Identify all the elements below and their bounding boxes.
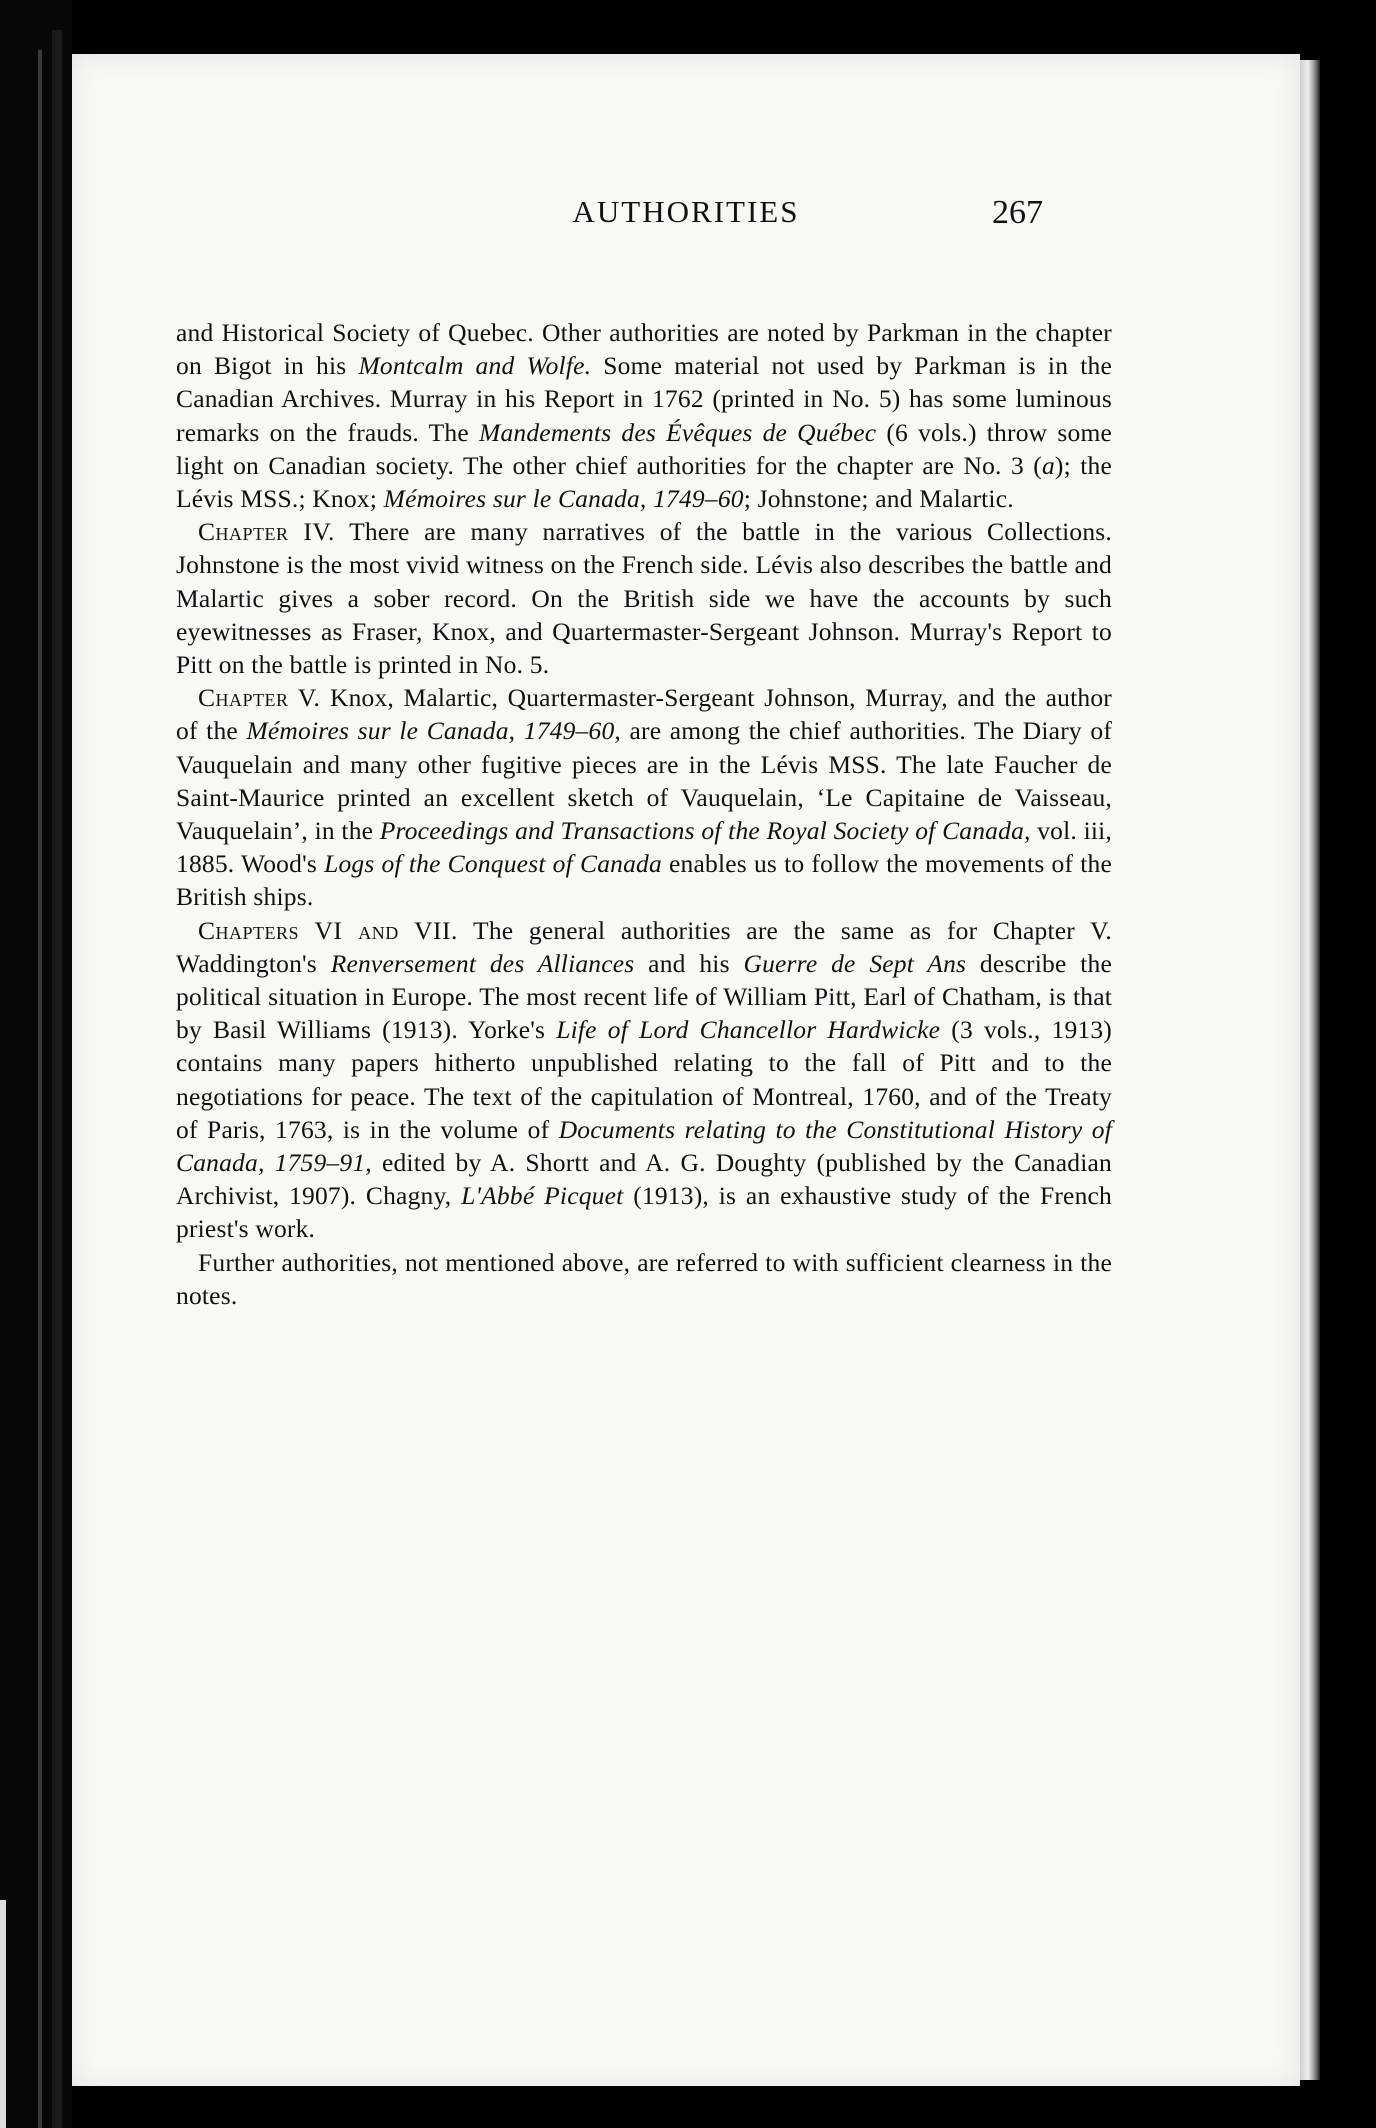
paragraph	[176, 914, 1112, 1246]
text-run: are among the chief authorities. The Diary of Vauquelain and many other fugitive pieces are in the Lévis MSS. The late Faucher de Saint-Maurice printed an excellent sketch of Vauquelain, ‘Le Capitaine de Vaisseau, Vauquelain’, in the	[176, 716, 1113, 846]
paragraph	[176, 316, 1112, 515]
book-page	[72, 54, 1300, 2086]
italic-title: Life of Lord Chancellor Hardwicke	[556, 1015, 941, 1045]
paragraph	[176, 1246, 1112, 1312]
paragraph	[176, 681, 1112, 913]
text-run: edited by A. Shortt and A. G. Doughty (published by the Canadian Archivist, 1907). Chagny,	[176, 1148, 1112, 1211]
text-run: (6 vols.) throw some light on Canadian society. The other chief authorities for the chapter are No. 3 (	[176, 417, 1112, 480]
italic-title: Guerre de Sept Ans	[743, 948, 967, 978]
scan-border-right	[1320, 40, 1376, 2128]
page-number: 267	[992, 194, 1043, 231]
text-run: (3 vols., 1913) contains many papers hitherto unpublished relating to the fall of Pitt and to the negotiations for peace. The text of the capitulation of Montreal, 1760, and of the Treaty of Paris, 1763, is in the volume of	[176, 1015, 1112, 1144]
text-run: Knox, Malartic, Quartermaster-Sergeant Johnson, Murray, and the author of the	[176, 683, 1112, 746]
binding-edge	[38, 50, 42, 2128]
text-run: (1913), is an exhaustive study of the French priest's work.	[176, 1181, 1112, 1244]
italic-title: Proceedings and Transactions of the Royal Society of Canada,	[379, 816, 1031, 846]
page-edge-right	[1300, 60, 1320, 2080]
text-run: and his	[634, 948, 744, 978]
left-gutter	[0, 0, 72, 2128]
binding-shadow	[52, 30, 62, 2128]
italic-title: Mandements des Évêques de Québec	[479, 417, 877, 447]
chapter-heading: Chapter IV.	[198, 517, 335, 547]
text-run: ); the Lévis MSS.; Knox;	[176, 450, 1112, 514]
chapter-heading: Chapters VI and VII.	[198, 915, 458, 945]
running-head: AUTHORITIES	[572, 194, 800, 229]
italic-title: Documents relating to the Constitutional History of Canada, 1759–91,	[176, 1114, 1112, 1178]
text-run: Some material not used by Parkman is in the Canadian Archives. Murray in his Report in 1762 (printed in No. 5) has some luminous remarks on the frauds. The	[176, 351, 1112, 447]
text-run: There are many narratives of the battle in the various Collections. Johnstone is the most vivid witness on the French side. Lévis also describes the battle and Malartic gives a sober record. On the British side we have the accounts by such eyewitnesses as Fraser, Knox, and Quartermaster-Sergeant Johnson. Murray's Report to Pitt on the battle is printed in No. 5.	[176, 517, 1112, 680]
italic-title: Renversement des Alliances	[330, 948, 635, 978]
italic-title: Logs of the Conquest of Canada	[324, 849, 662, 879]
italic-title: Montcalm and Wolfe.	[358, 351, 592, 381]
body-text	[176, 316, 1112, 1312]
italic-title: Mémoires sur le Canada, 1749–60,	[246, 716, 621, 746]
italic-title: a	[1041, 450, 1055, 480]
paragraph	[176, 515, 1112, 681]
chapter-heading: Chapter V.	[198, 683, 321, 713]
page-header	[72, 194, 1300, 254]
text-run: The general authorities are the same as for Chapter V. Waddington's	[176, 915, 1112, 978]
text-run: vol. iii, 1885. Wood's	[176, 816, 1113, 879]
facing-page-edge	[0, 1900, 6, 2128]
text-run: describe the political situation in Europe. The most recent life of William Pitt, Earl of Chatham, is that by Basil Williams (1913). Yorke's	[176, 948, 1112, 1045]
text-run: enables us to follow the movements of the British ships.	[176, 849, 1112, 912]
text-run: Further authorities, not mentioned above, are referred to with sufficient clearness in the notes.	[176, 1247, 1112, 1310]
text-run: and Historical Society of Quebec. Other authorities are noted by Parkman in the chapter on Bigot in his	[176, 318, 1112, 381]
italic-title: Mémoires sur le Canada, 1749–60	[383, 484, 744, 514]
italic-title: L'Abbé Picquet	[461, 1181, 624, 1211]
text-run: ; Johnstone; and Malartic.	[743, 484, 1014, 514]
